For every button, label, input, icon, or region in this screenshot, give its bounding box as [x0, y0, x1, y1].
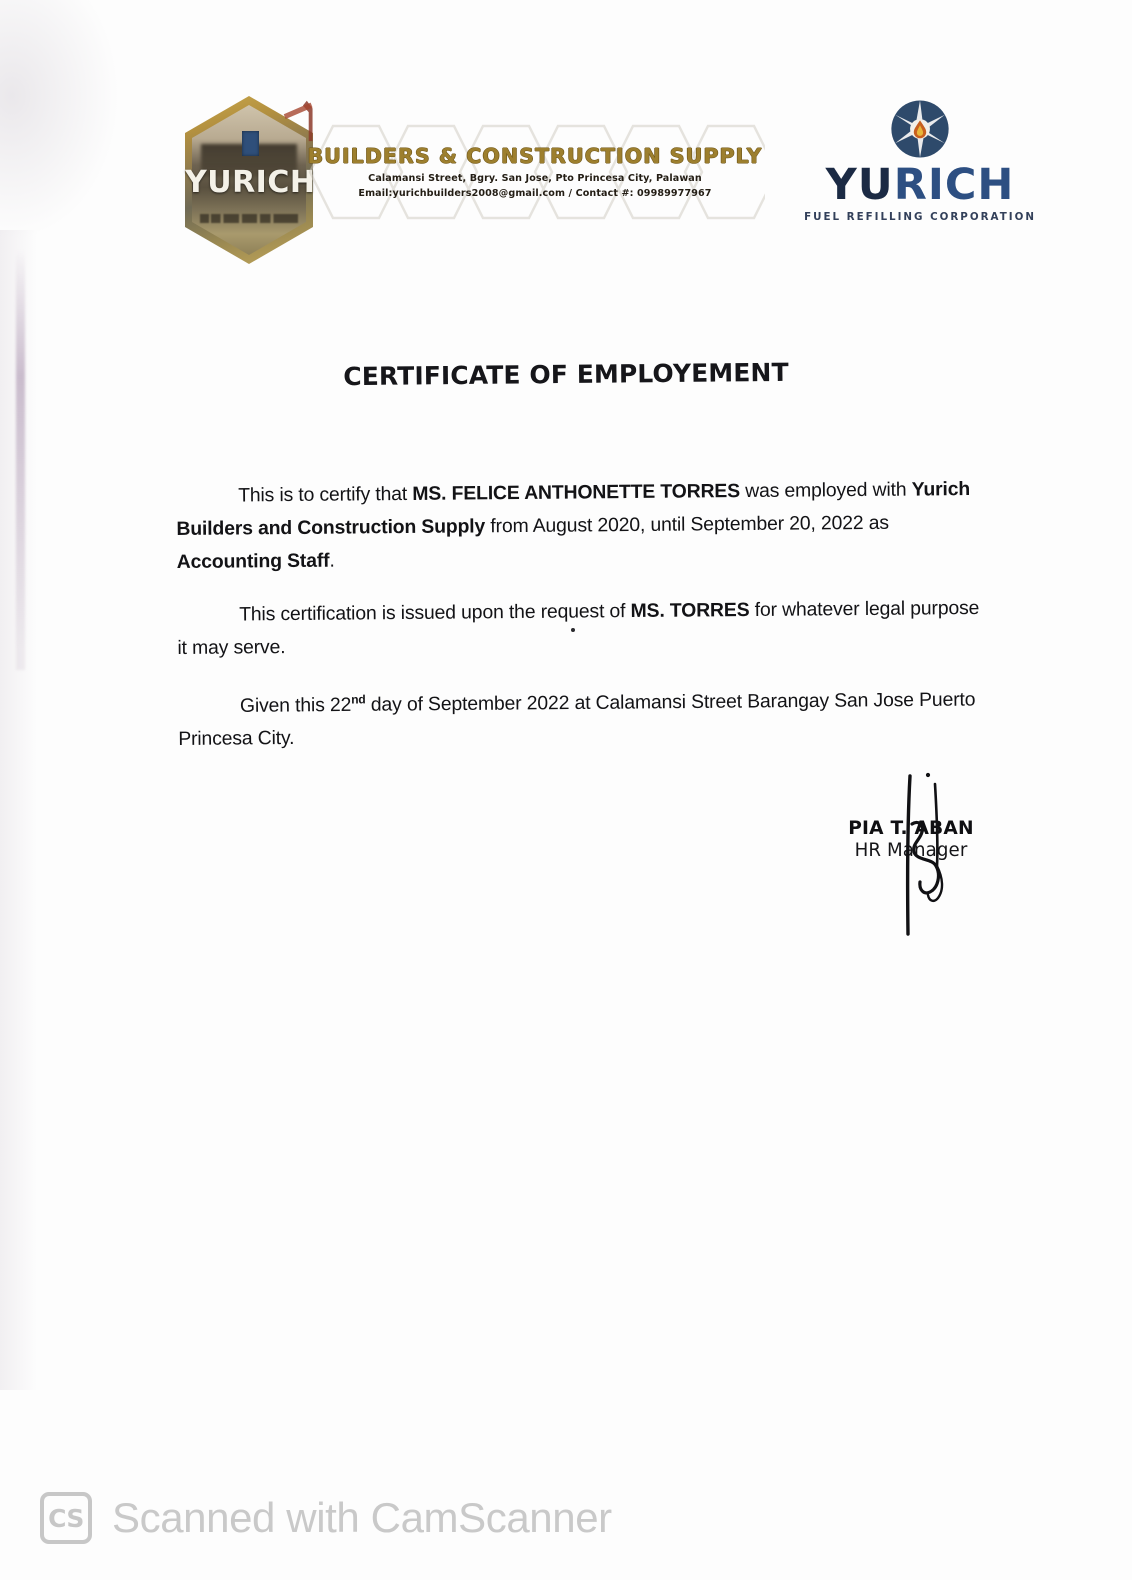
aperture-flame-icon: [889, 98, 951, 160]
signatory-name: PIA T. ABAN: [848, 818, 974, 839]
company-name: Yurich Builders and Construction Supply: [176, 478, 971, 540]
p1-mid1: was employed with: [739, 478, 912, 503]
hexagon-blue-element: [242, 131, 259, 157]
fuel-wordmark-part1: YU: [825, 160, 894, 210]
ink-speck-artifact: [571, 628, 575, 632]
signatory-role: HR Manager: [854, 840, 968, 861]
paragraph-issuance-date: [178, 678, 985, 756]
yurich-builders-logo: [185, 96, 316, 264]
camscanner-badge-icon: CS: [40, 1492, 92, 1544]
yurich-fuel-logo: [800, 98, 1040, 246]
certificate-body: [176, 473, 984, 756]
builders-company-name: BUILDERS & CONSTRUCTION SUPPLY: [307, 144, 763, 168]
paragraph-request: [177, 592, 984, 665]
requestor-name: MS. TORRES: [630, 599, 750, 623]
paragraph-certification: [176, 473, 983, 579]
p2-end: for whatever legal purpose it may serve.: [177, 596, 980, 659]
builders-email-contact-line: Email:yurichbuilders2008@gmail.com / Contact #: 09989977967: [358, 187, 712, 199]
fuel-subtitle: FUEL REFILLING CORPORATION: [804, 211, 1036, 223]
fuel-wordmark: [800, 160, 1040, 210]
p3-end: day of September 2022 at Calamansi Street Barangay San Jose Puerto Princesa City.: [178, 688, 976, 751]
issuance-day: 22: [329, 693, 352, 717]
p1-lead: This is to certify that: [238, 482, 413, 507]
p1-end: .: [329, 549, 335, 572]
p2-lead: This certification is issued upon the request of: [239, 600, 631, 626]
builders-badge-wordmark: YURICH: [185, 165, 316, 201]
letterhead: [0, 0, 1132, 280]
fuel-wordmark-part2: RICH: [893, 160, 1015, 210]
p1-mid2: from August 2020, until September 20, 2022 as: [485, 511, 890, 538]
builders-badge-tagline: [200, 214, 297, 223]
employee-name: MS. FELICE ANTHONETTE TORRES: [412, 480, 741, 505]
scan-edge-streak: [16, 250, 25, 670]
builders-contact-info: [305, 172, 765, 202]
page-title: CERTIFICATE OF EMPLOYEMENT: [343, 357, 789, 392]
scan-edge-noise: [0, 230, 60, 1390]
camscanner-label: Scanned with CamScanner: [112, 1494, 612, 1541]
employee-position: Accounting Staff: [176, 549, 330, 573]
letterhead-band: [305, 118, 765, 226]
signature-block: [836, 818, 986, 861]
builders-address-line: Calamansi Street, Bgry. San Jose, Pto Princesa City, Palawan: [368, 173, 702, 184]
issuance-day-suffix: nd: [351, 692, 366, 707]
p3-lead: Given this: [239, 694, 331, 717]
camscanner-watermark: [40, 1492, 612, 1544]
